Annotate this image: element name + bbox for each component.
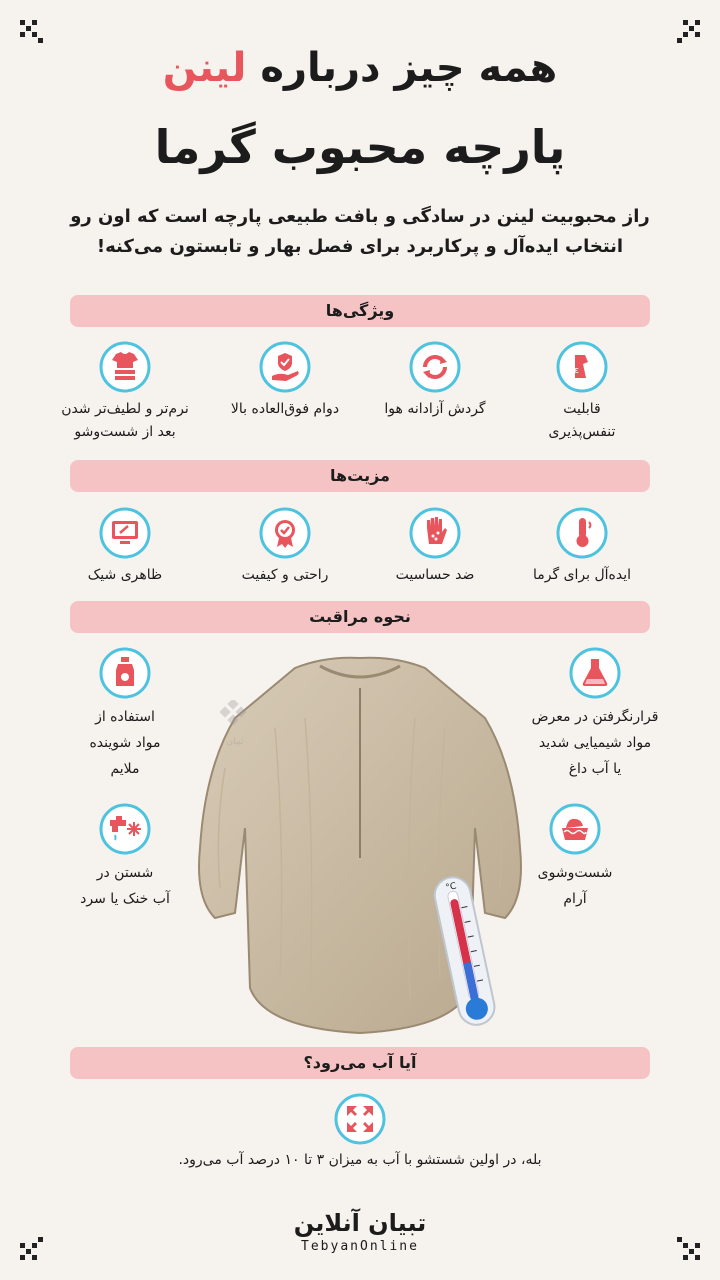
thermometer-icon <box>555 506 609 560</box>
corner-dots-top-left <box>20 20 44 44</box>
benefit-label: ضد حساسیت <box>395 567 475 583</box>
shrink-arrows-icon <box>333 1092 387 1146</box>
detergent-bottle-icon <box>98 646 152 700</box>
care-label: شست‌وشوی آرام <box>537 865 613 907</box>
feature-label: نرم‌تر و لطیف‌تر شدن بعد از شست‌وشو <box>61 401 189 440</box>
anti-allergy-hand-icon <box>408 506 462 560</box>
lungs-icon <box>555 340 609 394</box>
benefit-label: راحتی و کیفیت <box>241 567 329 583</box>
watermark-logo <box>215 700 255 750</box>
thermometer-unit: °C <box>444 881 458 894</box>
benefit-item-stylish-look <box>50 506 200 587</box>
care-item-mild-detergent <box>40 646 210 782</box>
care-label: استفاده از مواد شوینده ملایم <box>89 709 161 777</box>
features-heading: ویژگی‌ها <box>70 295 650 327</box>
soft-clothes-icon <box>98 340 152 394</box>
chemical-flask-icon <box>568 646 622 700</box>
benefit-item-comfort-quality <box>210 506 360 587</box>
feature-item-breathability <box>507 340 657 444</box>
air-circulation-icon <box>408 340 462 394</box>
care-label: شستن در آب خنک یا سرد <box>80 865 170 907</box>
feature-label: دوام فوق‌العاده بالا <box>230 401 340 417</box>
benefit-label: ایده‌آل برای گرما <box>532 567 632 583</box>
logo-persian: تبیان آنلاین <box>293 1209 427 1237</box>
corner-dots-top-right <box>676 20 700 44</box>
feature-item-softer-after-wash <box>50 340 200 444</box>
quality-badge-icon <box>258 506 312 560</box>
corner-dots-bottom-right <box>676 1236 700 1260</box>
benefit-item-anti-allergy <box>360 506 510 587</box>
svg-text:ε: ε <box>574 366 579 376</box>
care-item-cold-water <box>40 802 210 912</box>
shrink-answer: بله، در اولین شستشو با آب به میزان ۳ تا ۱۰ درصد آب می‌رود. <box>178 1152 542 1168</box>
care-label: قرارنگرفتن در معرض مواد شیمیایی شدید یا آب داغ <box>531 709 659 777</box>
title-prefix: همه چیز درباره <box>246 45 558 91</box>
benefits-heading: مزیت‌ها <box>70 460 650 492</box>
gentle-wash-icon <box>548 802 602 856</box>
feature-item-air-circulation <box>360 340 510 421</box>
feature-label: گردش آزادانه هوا <box>384 401 486 417</box>
feature-item-durability <box>210 340 360 421</box>
care-item-gentle-wash <box>490 802 660 912</box>
benefit-item-ideal-for-heat <box>507 506 657 587</box>
page-title <box>0 42 720 94</box>
title-accent: لینن <box>162 45 247 91</box>
brand-logo <box>260 1208 460 1256</box>
benefit-label: ظاهری شیک <box>87 567 163 583</box>
watermark-text: تبیان <box>226 737 244 747</box>
cold-water-tap-icon <box>98 802 152 856</box>
care-heading: نحوه مراقبت <box>70 601 650 633</box>
stylish-screen-icon <box>98 506 152 560</box>
durability-hand-icon <box>258 340 312 394</box>
corner-dots-bottom-left <box>20 1236 44 1260</box>
care-item-avoid-chemicals <box>510 646 680 782</box>
shrink-heading: آیا آب می‌رود؟ <box>70 1047 650 1079</box>
feature-label: قابلیت تنفس‌پذیری <box>548 401 616 440</box>
intro-text: راز محبوبیت لینن در سادگی و بافت طبیعی پارچه است که اون رو انتخاب ایده‌آل و پرکاربرد برای فصل بهار و تابستون می‌کنه! <box>70 206 650 257</box>
page-title-line2: پارچه محبوب گرما <box>154 120 566 174</box>
logo-english: TebyanOnline <box>301 1239 419 1254</box>
